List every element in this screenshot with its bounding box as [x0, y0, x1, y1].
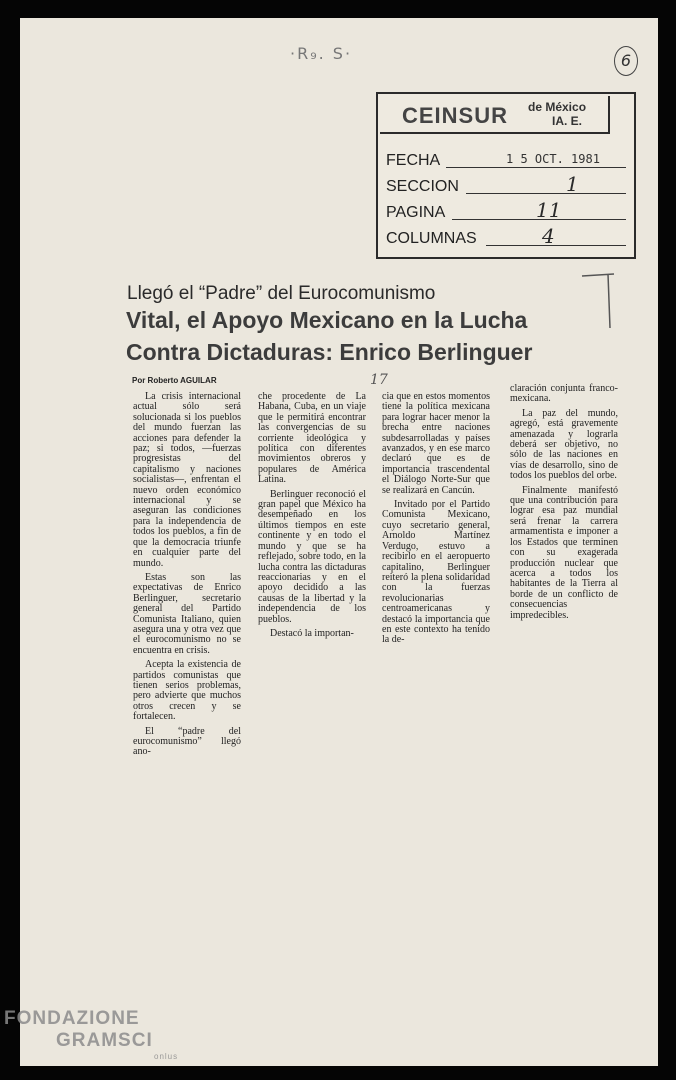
stamp-label: FECHA — [386, 152, 441, 169]
paragraph: Estas son las expectativas de Enrico Berlinguer, secretario general del Partido Comunista Italiano, quien asegura una y otra vez que el eurocomunismo no se encuentra en crisis. — [133, 571, 241, 656]
paragraph: Acepta la existencia de partidos comunistas que tienen serios problemas, pero advierte que muchos otros crecen y se fortalecen. — [133, 659, 241, 723]
paragraph: che procedente de La Habana, Cuba, en un viaje que le permitirá encontrar las convergencias de su corriente ideológica y política con diferentes movimientos obreros y populares de América Latina. — [258, 391, 366, 486]
top-markup-scribble: ·R₉. S· — [290, 44, 353, 63]
stamp-row-columnas — [386, 224, 626, 250]
stamp-label: COLUMNAS — [386, 230, 477, 247]
stamp-row-seccion — [386, 172, 626, 198]
paragraph: La crisis internacional actual sólo será solucionada si los pueblos del mundo fuerzan las acciones para defender la paz; si todos, —fuerzas progresistas del capitalismo y naciones socialistas—, enfrentan el nuevo orden económico internacional y se aseguran las condiciones para la independencia de todos los pueblos, a fin de que la democracia triunfe en cualquier parte del mundo. — [133, 391, 241, 569]
article-column-1 — [133, 392, 241, 762]
stamp-header — [380, 96, 610, 134]
archive-stamp — [376, 92, 636, 259]
stamp-row-fecha — [386, 146, 626, 172]
paragraph: Berlinguer reconoció el gran papel que México ha desempeñado en los últimos tiempos en este continente y en todo el mundo y que se ha reflejado, sobre todo, en la lucha contra las dictaduras reaccionarias y en el apoyo decidido a las causas de la libertad y la independencia de los pueblos. — [258, 488, 366, 625]
fondazione-gramsci-watermark — [4, 1008, 179, 1061]
article-headline — [126, 304, 586, 368]
stamp-brand-line2: IA. E. — [552, 114, 583, 128]
paragraph: Invitado por el Partido Comunista Mexicano, cuyo secretario general, Arnoldo Martínez Verdugo, estuvo a recibirlo en el aeropuerto capitalino, Berlinguer reiteró la plena solidaridad con la fuerzas revolucionarias centroamericanas y destacó la importancia que en este contexto ha tenido la de- — [382, 499, 490, 646]
headline-line-2: Contra Dictaduras: Enrico Berlinguer — [126, 339, 533, 365]
paragraph: cia que en estos momentos tiene la política mexicana para lograr hacer menor la brecha entre naciones subdesarrolladas y países avanzados, y en ese marco declaró que es de importancia trascendental el Diálogo Norte-Sur que se realizará en Cancún. — [382, 391, 490, 496]
page-number: 6 — [614, 46, 638, 76]
paragraph: claración conjunta franco-mexicana. — [510, 383, 618, 405]
stamp-value-date: 1 5 OCT. 1981 — [506, 152, 600, 166]
paragraph: El “padre del eurocomunismo” llegó ano- — [133, 725, 241, 758]
headline-line-1: Vital, el Apoyo Mexicano en la Lucha — [126, 307, 528, 333]
handwritten-margin-note: 17 — [370, 372, 388, 388]
paragraph: Finalmente manifestó que una contribución para lograr esa paz mundial será frenar la carrera armamentista e imponer a los Estados que terminen con su exagerada producción nuclear que acerca a todos los habitantes de la Tierra al borde de un conflicto de consecuencias impredecibles. — [510, 484, 618, 621]
stamp-brand: CEINSUR — [402, 103, 509, 128]
watermark-line-3: onlus — [154, 1052, 179, 1061]
article-byline: Por Roberto AGUILAR — [132, 376, 217, 385]
watermark-line-1: FONDAZIONE — [4, 1008, 140, 1029]
watermark-line-2: GRAMSCI — [56, 1030, 153, 1051]
article-column-2 — [258, 392, 366, 643]
article-column-3 — [382, 392, 490, 650]
stamp-label: SECCION — [386, 178, 459, 195]
stamp-value-page: 11 — [536, 198, 562, 222]
article-column-4 — [510, 384, 618, 625]
paragraph: Destacó la importan- — [270, 627, 354, 639]
article-kicker: Llegó el “Padre” del Eurocomunismo — [127, 283, 436, 304]
paragraph: La paz del mundo, agregó, está gravemente amenazada y lograrla deberá ser objetivo, no sólo de las naciones en vías de desarrollo, sino de todos los pueblos del orbe. — [510, 407, 618, 482]
stamp-value-columns: 4 — [542, 224, 555, 248]
stamp-row-pagina — [386, 198, 626, 224]
stamp-value-section: 1 — [566, 172, 579, 196]
stamp-label: PAGINA — [386, 204, 446, 221]
stamp-brand-line1: de México — [528, 100, 587, 114]
